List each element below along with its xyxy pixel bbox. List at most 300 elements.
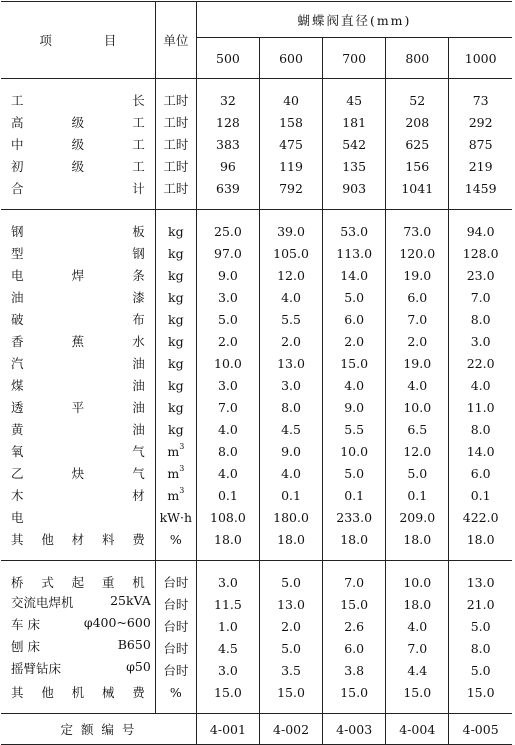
item-name: 黄油 — [11, 422, 145, 437]
value-cell: 13.0 — [259, 593, 322, 615]
unit-superscript: 3 — [179, 485, 185, 495]
spacer-cell — [196, 79, 259, 90]
item-spec: φ400~600 — [83, 615, 151, 630]
value-cell: 14.0 — [323, 264, 386, 286]
value-cell: 5.0 — [323, 462, 386, 484]
header-diameter-700: 700 — [323, 38, 386, 79]
material-row — [1, 462, 512, 484]
value-cell: 120.0 — [386, 242, 449, 264]
quota-code: 4-002 — [259, 714, 322, 745]
value-cell: 2.0 — [259, 330, 322, 352]
value-cell: 5.0 — [196, 308, 259, 330]
item-name: 透平油 — [11, 400, 145, 415]
spacer-cell — [386, 703, 449, 714]
material-row — [1, 418, 512, 440]
value-cell: 475 — [259, 133, 322, 155]
spacer-cell — [323, 210, 386, 221]
value-cell: 3.0 — [196, 374, 259, 396]
value-cell: 4.4 — [386, 659, 449, 681]
item-name: 电焊条 — [11, 268, 145, 283]
spacer-cell — [323, 79, 386, 90]
value-cell: 3.0 — [196, 286, 259, 308]
item-name: 合计 — [11, 181, 145, 196]
value-cell: 0.1 — [386, 484, 449, 506]
spacer-cell — [386, 550, 449, 561]
value-cell: 7.0 — [323, 571, 386, 593]
unit-cell — [155, 440, 196, 462]
value-cell: 13.0 — [449, 571, 512, 593]
value-cell: 158 — [259, 111, 322, 133]
unit-cell — [155, 308, 196, 330]
unit-cell — [155, 571, 196, 593]
quota-code: 4-005 — [449, 714, 512, 745]
value-cell: 5.0 — [449, 615, 512, 637]
item-name-cell — [1, 659, 155, 681]
value-cell: 15.0 — [323, 593, 386, 615]
value-cell: 9.0 — [196, 264, 259, 286]
spacer-cell — [386, 199, 449, 210]
labor-row — [1, 111, 512, 133]
spacer-cell — [1, 561, 155, 572]
item-name: 其他材料费 — [11, 532, 145, 547]
item-name: 煤油 — [11, 378, 145, 393]
value-cell: 2.0 — [386, 330, 449, 352]
unit-cell — [155, 352, 196, 374]
value-cell: 6.0 — [386, 286, 449, 308]
spacer-row — [1, 561, 512, 572]
quota-code-row — [1, 714, 512, 745]
item-name-cell — [1, 615, 155, 637]
machinery-row — [1, 659, 512, 681]
value-cell: 3.0 — [259, 374, 322, 396]
quota-table — [1, 1, 512, 745]
value-cell: 792 — [259, 177, 322, 199]
value-cell: 21.0 — [449, 593, 512, 615]
value-cell: 105.0 — [259, 242, 322, 264]
header-diameter-600: 600 — [259, 38, 322, 79]
unit-cell — [155, 462, 196, 484]
value-cell: 7.0 — [386, 637, 449, 659]
value-cell: 15.0 — [323, 681, 386, 703]
unit-cell — [155, 242, 196, 264]
item-spec: φ50 — [126, 659, 151, 674]
value-cell: 6.5 — [386, 418, 449, 440]
unit-text: kW·h — [159, 509, 193, 525]
machinery-row — [1, 615, 512, 637]
unit-cell — [155, 615, 196, 637]
spacer-cell — [196, 210, 259, 221]
quota-code: 4-003 — [323, 714, 386, 745]
unit-text: kg — [168, 289, 184, 305]
unit-text: 工时 — [163, 137, 189, 152]
unit-text: kg — [168, 399, 184, 415]
spacer-cell — [1, 199, 155, 210]
value-cell: 5.0 — [323, 286, 386, 308]
unit-cell — [155, 286, 196, 308]
item-name: 破布 — [11, 312, 145, 327]
value-cell: 5.0 — [259, 637, 322, 659]
unit-text: kg — [168, 267, 184, 283]
value-cell: 135 — [323, 155, 386, 177]
value-cell: 11.0 — [449, 396, 512, 418]
spacer-cell — [155, 550, 196, 561]
unit-superscript: 3 — [179, 441, 185, 451]
value-cell: 903 — [323, 177, 386, 199]
value-cell: 10.0 — [323, 440, 386, 462]
value-cell: 10.0 — [386, 396, 449, 418]
material-row — [1, 440, 512, 462]
item-name: 工长 — [11, 93, 145, 108]
spacer-cell — [323, 561, 386, 572]
unit-cell — [155, 506, 196, 528]
spacer-cell — [323, 550, 386, 561]
value-cell: 5.0 — [449, 659, 512, 681]
value-cell: 4.0 — [386, 374, 449, 396]
value-cell: 3.0 — [449, 330, 512, 352]
unit-text: 工时 — [163, 159, 189, 174]
value-cell: 7.0 — [196, 396, 259, 418]
value-cell: 1.0 — [196, 615, 259, 637]
value-cell: 22.0 — [449, 352, 512, 374]
value-cell: 3.0 — [196, 571, 259, 593]
value-cell: 96 — [196, 155, 259, 177]
value-cell: 2.0 — [196, 330, 259, 352]
unit-text: kg — [168, 333, 184, 349]
spacer-cell — [323, 199, 386, 210]
quota-code: 4-001 — [196, 714, 259, 745]
unit-cell — [155, 177, 196, 199]
spacer-cell — [386, 210, 449, 221]
spacer-cell — [1, 703, 155, 714]
value-cell: 18.0 — [386, 593, 449, 615]
unit-text: 台时 — [163, 619, 189, 634]
value-cell: 8.0 — [259, 396, 322, 418]
value-cell: 128 — [196, 111, 259, 133]
material-row — [1, 220, 512, 242]
quota-table-body — [1, 79, 512, 745]
value-cell: 18.0 — [196, 528, 259, 550]
value-cell: 4.5 — [259, 418, 322, 440]
value-cell: 5.5 — [323, 418, 386, 440]
value-cell: 9.0 — [259, 440, 322, 462]
material-row — [1, 242, 512, 264]
value-cell: 156 — [386, 155, 449, 177]
spacer-cell — [259, 210, 322, 221]
material-row — [1, 374, 512, 396]
value-cell: 18.0 — [323, 528, 386, 550]
labor-row — [1, 89, 512, 111]
value-cell: 8.0 — [449, 637, 512, 659]
spacer-cell — [259, 561, 322, 572]
unit-text: m — [167, 487, 180, 503]
item-name: 摇臂钻床 — [11, 661, 62, 676]
value-cell: 128.0 — [449, 242, 512, 264]
labor-row — [1, 177, 512, 199]
spacer-cell — [155, 210, 196, 221]
unit-text: kg — [168, 245, 184, 261]
value-cell: 15.0 — [449, 681, 512, 703]
value-cell: 13.0 — [259, 352, 322, 374]
spacer-cell — [155, 79, 196, 90]
spacer-cell — [449, 561, 512, 572]
value-cell: 1041 — [386, 177, 449, 199]
quota-code: 4-004 — [386, 714, 449, 745]
value-cell: 1459 — [449, 177, 512, 199]
unit-text: % — [169, 531, 182, 547]
spacer-cell — [323, 703, 386, 714]
header-diameter-title: 蝴蝶阀直径(mm) — [196, 2, 512, 38]
value-cell: 4.0 — [259, 286, 322, 308]
value-cell: 8.0 — [449, 418, 512, 440]
value-cell: 11.5 — [196, 593, 259, 615]
spacer-cell — [449, 79, 512, 90]
spacer-cell — [155, 199, 196, 210]
value-cell: 5.0 — [259, 571, 322, 593]
value-cell: 23.0 — [449, 264, 512, 286]
machinery-row — [1, 593, 512, 615]
material-row — [1, 286, 512, 308]
value-cell: 181 — [323, 111, 386, 133]
value-cell: 19.0 — [386, 352, 449, 374]
value-cell: 0.1 — [259, 484, 322, 506]
item-spec: 25kVA — [110, 593, 151, 608]
value-cell: 5.5 — [259, 308, 322, 330]
value-cell: 108.0 — [196, 506, 259, 528]
material-row — [1, 506, 512, 528]
value-cell: 15.0 — [386, 681, 449, 703]
unit-cell — [155, 681, 196, 703]
material-row — [1, 484, 512, 506]
spacer-cell — [1, 79, 155, 90]
item-name: 交流电焊机 — [11, 595, 74, 610]
material-row — [1, 528, 512, 550]
spacer-cell — [155, 703, 196, 714]
unit-text: 台时 — [163, 641, 189, 656]
value-cell: 10.0 — [196, 352, 259, 374]
spacer-row — [1, 79, 512, 90]
value-cell: 15.0 — [323, 352, 386, 374]
value-cell: 73 — [449, 89, 512, 111]
value-cell: 4.0 — [449, 374, 512, 396]
item-name-cell — [1, 593, 155, 615]
item-name-cell — [1, 637, 155, 659]
item-name: 钢板 — [11, 224, 145, 239]
value-cell: 18.0 — [449, 528, 512, 550]
unit-cell — [155, 330, 196, 352]
spacer-row — [1, 550, 512, 561]
unit-text: 工时 — [163, 115, 189, 130]
value-cell: 5.0 — [386, 462, 449, 484]
item-name: 初级工 — [11, 159, 145, 174]
value-cell: 0.1 — [323, 484, 386, 506]
unit-cell — [155, 264, 196, 286]
header-diameter-800: 800 — [386, 38, 449, 79]
unit-text: kg — [168, 311, 184, 327]
unit-text: 台时 — [163, 663, 189, 678]
item-name: 其他机械费 — [11, 685, 145, 700]
value-cell: 15.0 — [259, 681, 322, 703]
unit-superscript: 3 — [179, 463, 185, 473]
value-cell: 6.0 — [323, 637, 386, 659]
unit-text: kg — [168, 223, 184, 239]
value-cell: 209.0 — [386, 506, 449, 528]
value-cell: 875 — [449, 133, 512, 155]
value-cell: 45 — [323, 89, 386, 111]
item-name: 汽油 — [11, 356, 145, 371]
unit-text: % — [169, 684, 182, 700]
value-cell: 19.0 — [386, 264, 449, 286]
value-cell: 119 — [259, 155, 322, 177]
value-cell: 7.0 — [386, 308, 449, 330]
material-row — [1, 330, 512, 352]
unit-cell — [155, 418, 196, 440]
material-row — [1, 352, 512, 374]
material-row — [1, 396, 512, 418]
item-name: 油漆 — [11, 290, 145, 305]
spacer-cell — [449, 550, 512, 561]
spacer-cell — [449, 199, 512, 210]
unit-text: m — [167, 465, 180, 481]
value-cell: 12.0 — [386, 440, 449, 462]
item-name: 香蕉水 — [11, 334, 145, 349]
value-cell: 542 — [323, 133, 386, 155]
spacer-cell — [259, 199, 322, 210]
value-cell: 2.0 — [259, 615, 322, 637]
value-cell: 3.8 — [323, 659, 386, 681]
unit-cell — [155, 484, 196, 506]
value-cell: 639 — [196, 177, 259, 199]
value-cell: 180.0 — [259, 506, 322, 528]
spacer-cell — [259, 703, 322, 714]
item-name: 车 床 — [11, 617, 40, 632]
spacer-cell — [449, 703, 512, 714]
value-cell: 4.0 — [196, 418, 259, 440]
machinery-row — [1, 637, 512, 659]
item-name: 桥式起重机 — [11, 575, 145, 590]
unit-text: 工时 — [163, 93, 189, 108]
spacer-cell — [449, 210, 512, 221]
unit-text: 工时 — [163, 181, 189, 196]
value-cell: 219 — [449, 155, 512, 177]
spacer-cell — [259, 79, 322, 90]
unit-cell — [155, 637, 196, 659]
value-cell: 4.0 — [196, 462, 259, 484]
value-cell: 7.0 — [449, 286, 512, 308]
value-cell: 6.0 — [449, 462, 512, 484]
value-cell: 4.0 — [323, 374, 386, 396]
item-name: 木材 — [11, 488, 145, 503]
value-cell: 4.0 — [386, 615, 449, 637]
unit-text: 台时 — [163, 597, 189, 612]
unit-cell — [155, 89, 196, 111]
unit-text: m — [167, 443, 180, 459]
unit-cell — [155, 528, 196, 550]
unit-text: kg — [168, 421, 184, 437]
value-cell: 3.5 — [259, 659, 322, 681]
unit-text: kg — [168, 355, 184, 371]
value-cell: 15.0 — [196, 681, 259, 703]
material-row — [1, 264, 512, 286]
value-cell: 73.0 — [386, 220, 449, 242]
value-cell: 18.0 — [386, 528, 449, 550]
value-cell: 8.0 — [196, 440, 259, 462]
header-diameter-1000: 1000 — [449, 38, 512, 79]
value-cell: 233.0 — [323, 506, 386, 528]
item-name: 电 — [11, 510, 24, 525]
header-item-label: 项 目 — [1, 2, 155, 79]
value-cell: 52 — [386, 89, 449, 111]
spacer-row — [1, 703, 512, 714]
spacer-cell — [386, 79, 449, 90]
unit-text: 台时 — [163, 575, 189, 590]
header-unit-label: 单位 — [155, 2, 196, 79]
labor-row — [1, 155, 512, 177]
value-cell: 2.6 — [323, 615, 386, 637]
machinery-row — [1, 681, 512, 703]
spacer-row — [1, 199, 512, 210]
value-cell: 25.0 — [196, 220, 259, 242]
value-cell: 40 — [259, 89, 322, 111]
spacer-cell — [196, 550, 259, 561]
value-cell: 422.0 — [449, 506, 512, 528]
unit-cell — [155, 659, 196, 681]
unit-cell — [155, 374, 196, 396]
value-cell: 94.0 — [449, 220, 512, 242]
item-name: 刨 床 — [11, 639, 40, 654]
machinery-row — [1, 571, 512, 593]
value-cell: 383 — [196, 133, 259, 155]
value-cell: 6.0 — [323, 308, 386, 330]
spacer-cell — [1, 210, 155, 221]
spacer-row — [1, 210, 512, 221]
value-cell: 2.0 — [323, 330, 386, 352]
value-cell: 10.0 — [386, 571, 449, 593]
value-cell: 0.1 — [449, 484, 512, 506]
value-cell: 12.0 — [259, 264, 322, 286]
spacer-cell — [1, 550, 155, 561]
spacer-cell — [196, 561, 259, 572]
unit-cell — [155, 593, 196, 615]
value-cell: 32 — [196, 89, 259, 111]
spacer-cell — [196, 703, 259, 714]
value-cell: 39.0 — [259, 220, 322, 242]
labor-row — [1, 133, 512, 155]
spacer-cell — [196, 199, 259, 210]
item-name: 氧气 — [11, 444, 145, 459]
value-cell: 0.1 — [196, 484, 259, 506]
item-spec: B650 — [117, 637, 151, 652]
value-cell: 4.5 — [196, 637, 259, 659]
value-cell: 3.0 — [196, 659, 259, 681]
spacer-cell — [155, 561, 196, 572]
unit-cell — [155, 111, 196, 133]
quota-code-label: 定 额 编 号 — [1, 714, 196, 745]
value-cell: 9.0 — [323, 396, 386, 418]
item-name: 型钢 — [11, 246, 145, 261]
value-cell: 8.0 — [449, 308, 512, 330]
item-name: 中级工 — [11, 137, 145, 152]
unit-cell — [155, 133, 196, 155]
value-cell: 292 — [449, 111, 512, 133]
value-cell: 18.0 — [259, 528, 322, 550]
value-cell: 4.0 — [259, 462, 322, 484]
value-cell: 208 — [386, 111, 449, 133]
spacer-cell — [259, 550, 322, 561]
unit-text: kg — [168, 377, 184, 393]
item-name: 乙炔气 — [11, 466, 145, 481]
item-name: 高级工 — [11, 115, 145, 130]
material-row — [1, 308, 512, 330]
